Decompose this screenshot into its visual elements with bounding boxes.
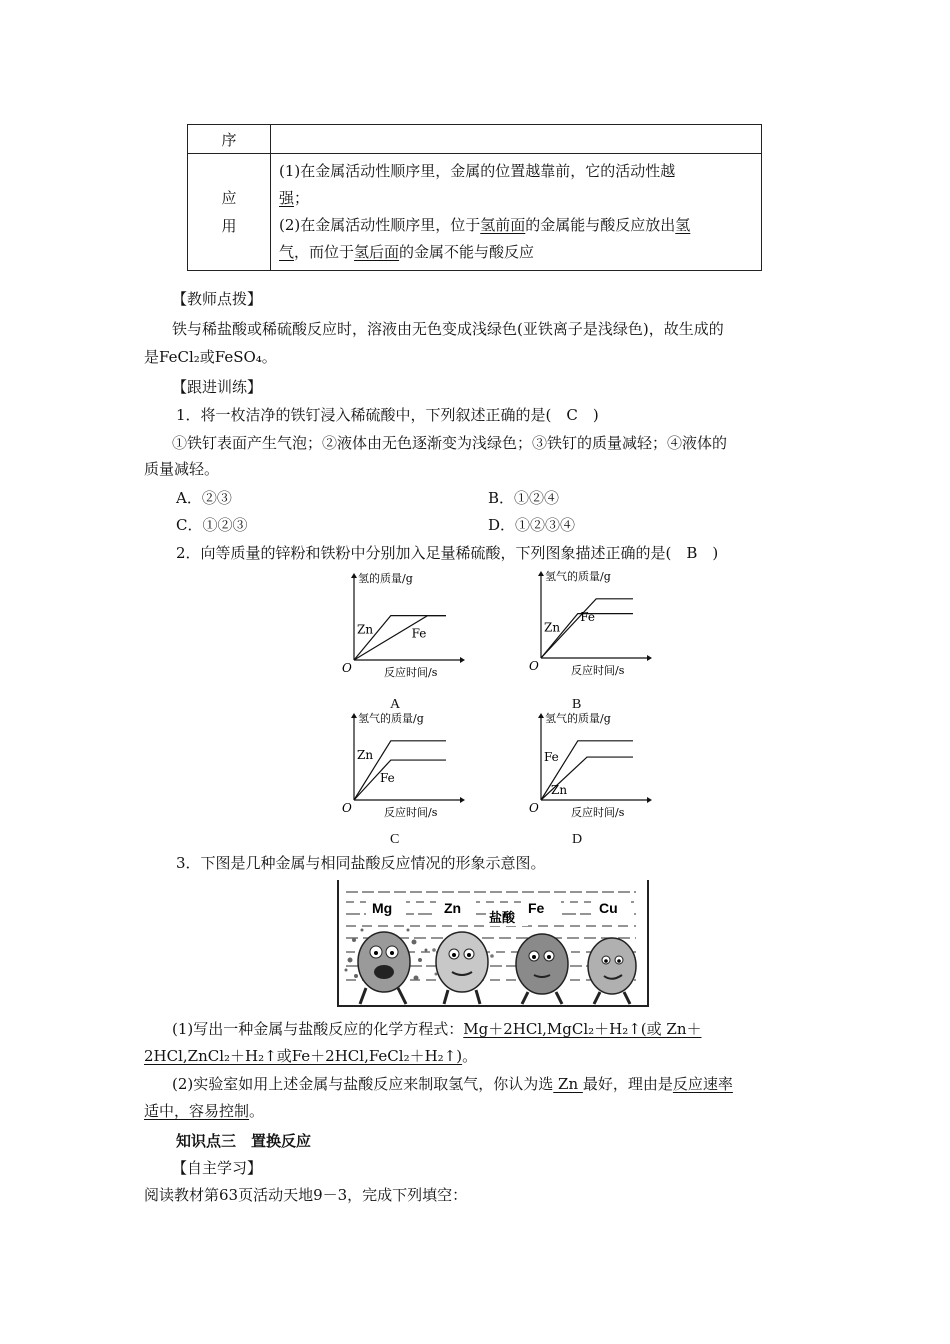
chart-b xyxy=(525,570,655,682)
label-acid: 盐酸 xyxy=(489,911,516,926)
question-3: 3．下图是几种金属与相同盐酸反应情况的形象示意图。 xyxy=(176,854,546,872)
x-axis-arrow xyxy=(647,655,652,661)
y-axis-label: 氢气的质量/g xyxy=(358,712,424,725)
chart-c xyxy=(338,712,468,824)
table-row-label: 序 xyxy=(188,125,271,154)
y-axis-arrow xyxy=(538,571,544,576)
x-axis-arrow xyxy=(460,797,465,803)
y-axis-label: 氢气的质量/g xyxy=(545,712,611,725)
q3-part1-line1: (1)写出一种金属与盐酸反应的化学方程式：Mg＋2HCl,MgCl₂＋H₂↑(或 Zn＋ xyxy=(172,1020,702,1038)
question-2: 2．向等质量的锌粉和铁粉中分别加入足量稀硫酸，下列图象描述正确的是( B ) xyxy=(176,544,719,562)
paragraph-line: ①铁钉表面产生气泡；②液体由无色逐渐变为浅绿色；③铁钉的质量减轻；④液体的 xyxy=(172,434,728,452)
option-b: B．①②④ xyxy=(488,489,560,507)
cu-character xyxy=(588,938,636,1004)
y-axis-arrow xyxy=(351,573,357,578)
activity-series-table xyxy=(187,124,762,271)
q3-part2-line1: (2)实验室如用上述金属与盐酸反应来制取氢气，你认为选 Zn 最好，理由是反应速率 xyxy=(172,1075,733,1093)
chart-caption-b: B xyxy=(572,697,582,712)
chart-caption-c: C xyxy=(390,832,400,847)
origin-label: O xyxy=(342,661,352,675)
x-axis-label: 反应时间/s xyxy=(571,806,625,819)
practice-heading: 【跟进训练】 xyxy=(172,378,263,396)
x-axis-label: 反应时间/s xyxy=(384,666,438,679)
fe-character xyxy=(516,934,568,1004)
paragraph-line: 铁与稀盐酸或稀硫酸反应时，溶液由无色变成浅绿色(亚铁离子是浅绿色)，故生成的 xyxy=(172,320,724,338)
zn-character xyxy=(432,932,494,1004)
origin-label: O xyxy=(342,801,352,815)
x-axis-label: 反应时间/s xyxy=(571,664,625,677)
y-axis-arrow xyxy=(351,713,357,718)
option-a: A．②③ xyxy=(176,489,232,507)
y-axis-label: 氢的质量/g xyxy=(358,572,413,585)
teacher-heading: 【教师点拨】 xyxy=(172,290,263,308)
option-d: D．①②③④ xyxy=(488,516,576,534)
paragraph-line: 阅读教材第63页活动天地9－3，完成下列填空： xyxy=(144,1186,468,1204)
series-label-fe: Fe xyxy=(380,771,395,786)
y-axis-arrow xyxy=(538,713,544,718)
x-axis-arrow xyxy=(460,657,465,663)
y-axis-label: 氢气的质量/g xyxy=(545,570,611,583)
series-label-zn: Zn xyxy=(357,622,374,637)
series-label-zn: Zn xyxy=(544,620,561,635)
chart-caption-a: A xyxy=(390,697,401,712)
label-fe: Fe xyxy=(528,900,545,916)
self-study-heading: 【自主学习】 xyxy=(172,1159,263,1177)
q3-part1-line2: 2HCl,ZnCl₂＋H₂↑或Fe＋2HCl,FeCl₂＋H₂↑)。 xyxy=(144,1047,478,1065)
series-label-fe: Fe xyxy=(544,749,559,764)
label-mg: Mg xyxy=(372,900,393,916)
table-cell xyxy=(271,125,762,154)
label-cu: Cu xyxy=(599,900,618,916)
question-1: 1．将一枚洁净的铁钉浸入稀硫酸中，下列叙述正确的是( C ) xyxy=(176,406,599,424)
origin-label: O xyxy=(529,659,539,673)
option-c: C．①②③ xyxy=(176,516,248,534)
label-zn: Zn xyxy=(444,900,462,916)
chart-a xyxy=(338,572,468,682)
q3-part2-line2: 适中，容易控制。 xyxy=(144,1102,265,1120)
x-axis-arrow xyxy=(647,797,652,803)
series-label-zn: Zn xyxy=(551,783,568,797)
chart-caption-d: D xyxy=(572,832,583,847)
series-label-fe: Fe xyxy=(411,626,427,641)
series-label-fe: Fe xyxy=(580,609,595,624)
table-row-label: 应 用 xyxy=(188,154,271,271)
paragraph-line: 质量减轻。 xyxy=(144,460,220,478)
metals-in-acid-illustration xyxy=(336,880,650,1010)
x-axis-label: 反应时间/s xyxy=(384,806,438,819)
series-label-zn: Zn xyxy=(357,747,374,762)
origin-label: O xyxy=(529,801,539,815)
section-heading: 知识点三 置换反应 xyxy=(176,1132,312,1150)
chart-d xyxy=(525,712,655,824)
series-line-fe xyxy=(354,760,446,800)
paragraph-line: 是FeCl₂或FeSO₄。 xyxy=(144,348,277,366)
table-cell: (1)在金属活动性顺序里，金属的位置越靠前，它的活动性越 强； (2)在金属活动性顺序里，位于氢前面的金属能与酸反应放出氢 气，而位于氢后面的金属不能与酸反应 xyxy=(271,154,762,271)
